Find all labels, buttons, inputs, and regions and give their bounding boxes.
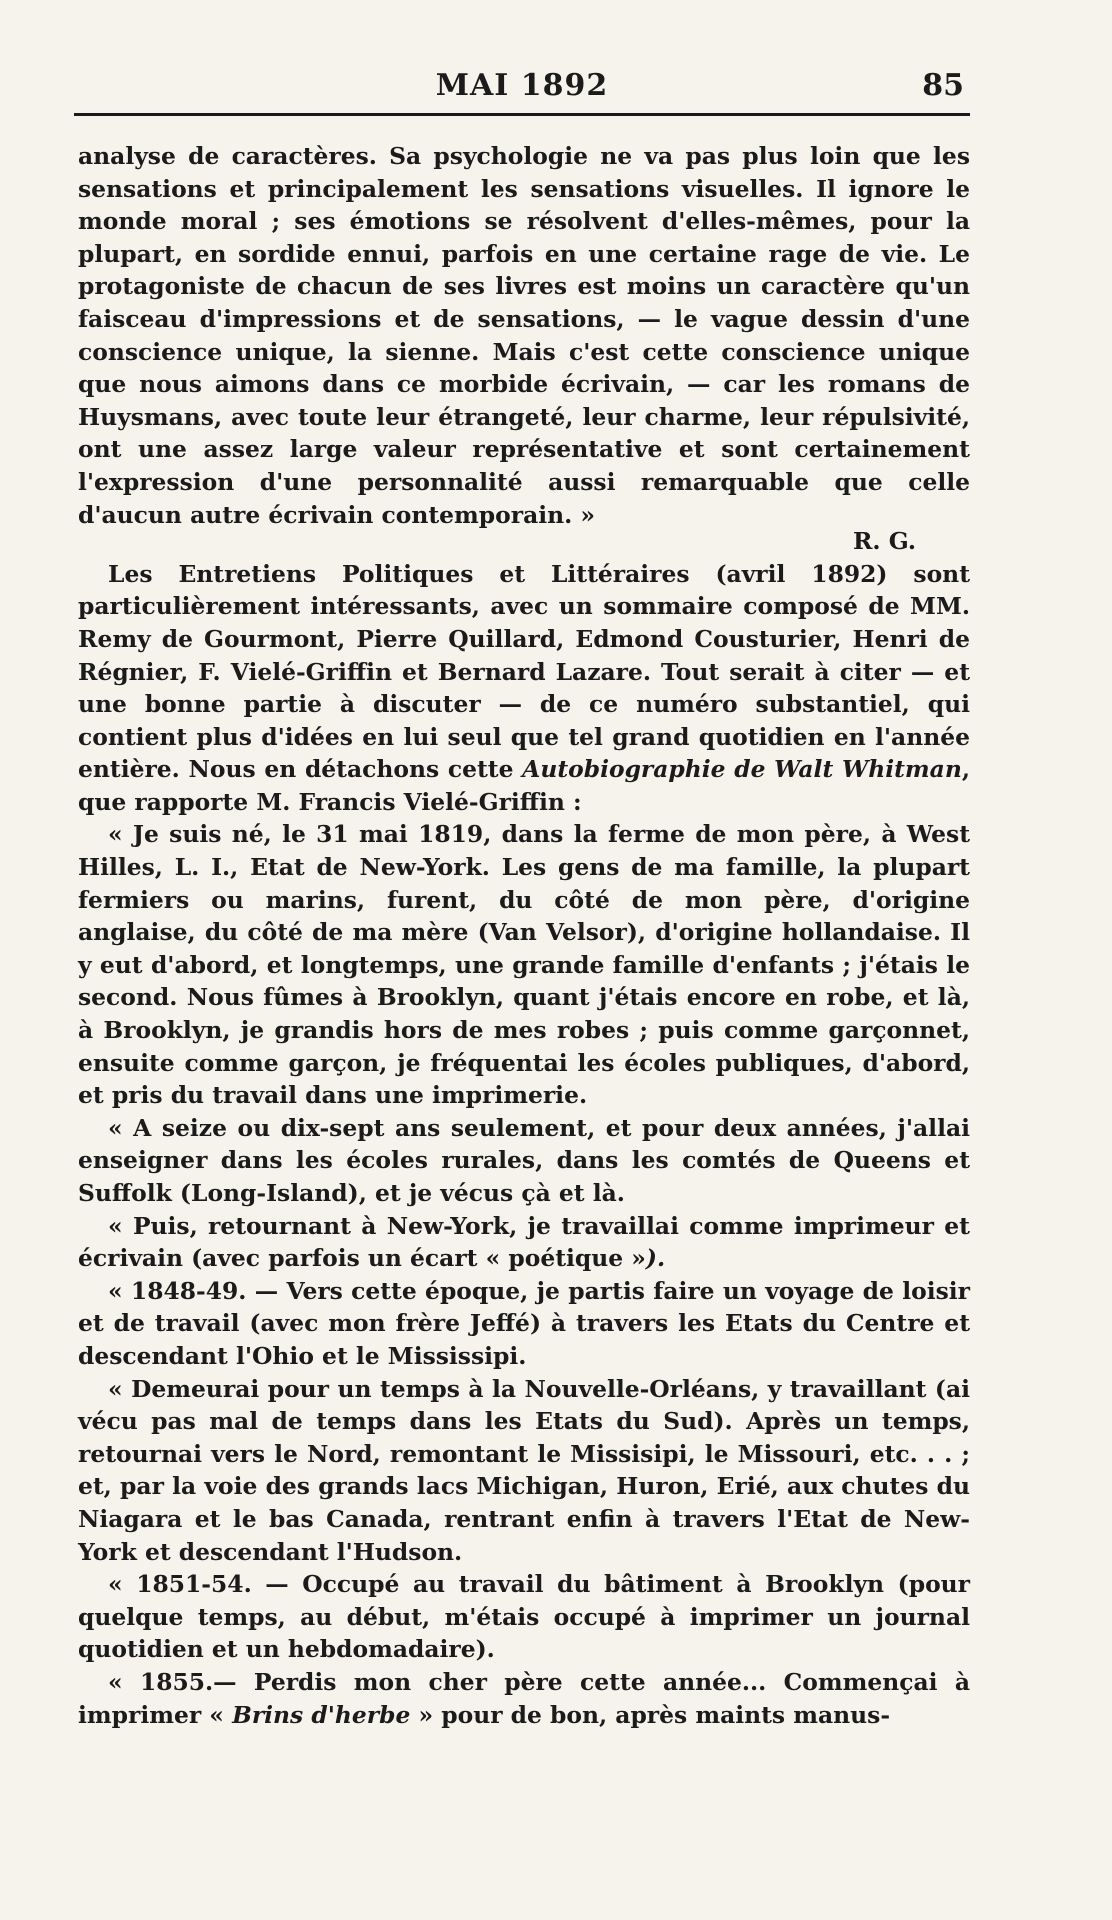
paragraph-teaching: « A seize ou dix-sept ans seulement, et pour deux années, j'allai enseigner dans les écoles rurales, dans les comtés de Queens et Suffolk (Long-Island), et je vécus çà et là. <box>78 1113 970 1207</box>
header-rule <box>74 113 970 116</box>
paragraph-new-york-pre: « Puis, retournant à New-York, je travaillai comme imprimeur et écrivain (avec parfois un écart « poétique » <box>78 1211 970 1273</box>
page-number: 85 <box>922 68 964 103</box>
paragraph-1848: « 1848-49. — Vers cette époque, je partis faire un voyage de loisir et de travail (avec mon frère Jeffé) à travers les Etats du Centre et descendant l'Ohio et le Mississipi. <box>78 1276 970 1370</box>
journal-title: Entretiens Politiques et Littéraires <box>178 559 690 588</box>
paragraph-birth: « Je suis né, le 31 mai 1819, dans la ferme de mon père, à West Hilles, L. I., Etat de New-York. Les gens de ma famille, la plupart fermiers ou marins, furent, du côté de mon père, d'origine anglaise, du côté de ma mère (Van Velsor), d'origine hollandaise. Il y eut d'abord, et longtemps, une grande famille d'enfants ; j'étais le second. Nous fûmes à Brooklyn, quant j'étais encore en robe, et là, à Brooklyn, je grandis hors de mes robes ; puis comme garçonnet, ensuite comme garçon, je fréquentai les écoles publiques, d'abord, et pris du travail dans une imprimerie. <box>78 820 970 1110</box>
running-title: MAI 1892 <box>435 68 609 103</box>
paragraph-entretiens <box>78 558 970 819</box>
work-title-brins: Brins d'herbe <box>232 1700 411 1729</box>
work-title-autobiographie: Autobiographie de Walt Whitman <box>522 755 962 784</box>
paragraph-1855-pre: « 1855.— Perdis mon cher père cette année... Commençai à imprimer « <box>78 1667 970 1729</box>
paragraph-1855-post: » pour de bon, après maints manus- <box>410 1700 891 1729</box>
paragraph-entretiens-mid: (avril 1892) sont particulièrement intéressants, avec un sommaire composé de MM. Remy de Gourmont, Pierre Quillard, Edmond Cousturier, Henri de Régnier, F. Vielé-Griffin et Bernard Lazare. Tout serait à citer — et une bonne partie à discuter — de ce numéro substantiel, qui contient plus d'idées en lui seul que tel grand quotidien en l'année entière. Nous en détachons cette <box>78 559 970 784</box>
paragraph-entretiens-post: , que rapporte M. Francis Vielé-Griffin : <box>78 755 970 816</box>
page-header <box>74 66 970 110</box>
review-signature: R. G. <box>852 527 916 556</box>
page-body <box>78 140 970 1731</box>
paragraph-new-york <box>78 1210 970 1275</box>
paragraph-huysmans-review: analyse de caractères. Sa psychologie ne va pas plus loin que les sensations et principalement les sensations visuelles. Il ignore le monde moral ; ses émotions se résolvent d'elles-mêmes, pour la plupart, en sordide ennui, parfois en une certaine rage de vie. Le protagoniste de chacun de ses livres est moins un caractère qu'un faisceau d'impressions et de sensations, — le vague dessin d'une conscience unique, la sienne. Mais c'est cette conscience unique que nous aimons dans ce morbide écrivain, — car les romans de Huysmans, avec toute leur étrangeté, leur charme, leur répulsivité, ont une assez large valeur représentative et sont certainement l'expression d'une personnalité aussi remarquable que celle d'aucun autre écrivain contemporain. » <box>78 142 970 529</box>
paragraph-new-orleans: « Demeurai pour un temps à la Nouvelle-Orléans, y travaillant (ai vécu pas mal de temps dans les Etats du Sud). Après un temps, retournai vers le Nord, remontant le Missisipi, le Missouri, etc. . . ; et, par la voie des grands lacs Michigan, Huron, Erié, aux chutes du Niagara et le bas Canada, rentrant enfin à travers l'Etat de New-York et descendant l'Hudson. <box>78 1374 970 1566</box>
paragraph-1851: « 1851-54. — Occupé au travail du bâtiment à Brooklyn (pour quelque temps, au début, m'étais occupé à imprimer un journal quotidien et un hebdomadaire). <box>78 1570 970 1664</box>
paragraph-entretiens-pre: Les <box>108 559 179 588</box>
paragraph-new-york-post: ). <box>645 1244 666 1273</box>
paragraph-1855 <box>78 1666 970 1731</box>
